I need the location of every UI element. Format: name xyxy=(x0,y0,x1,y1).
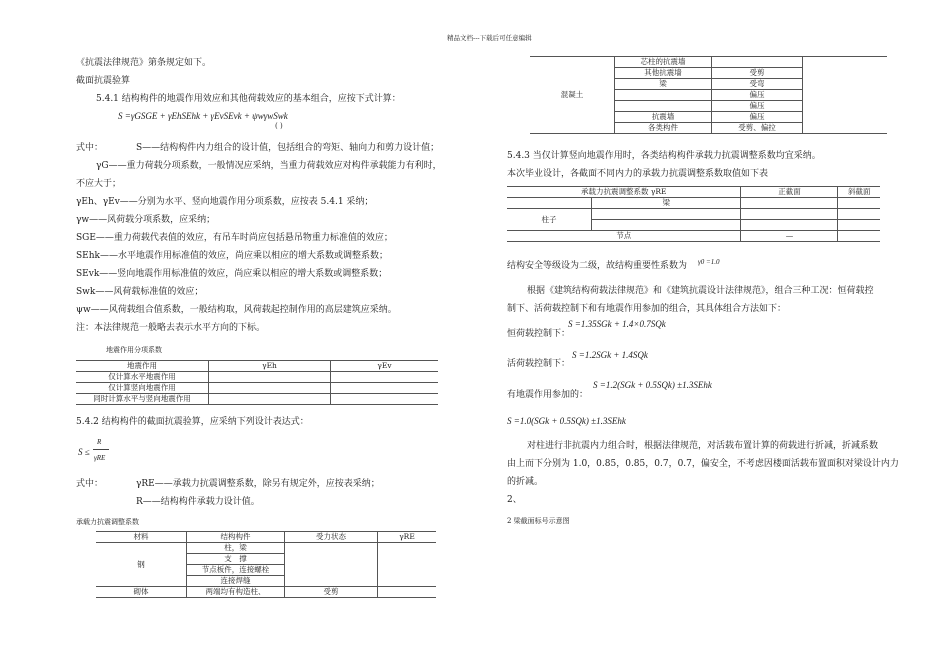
paragraph: 5.4.1 结构构件的地震作用效应和其他荷载效应的基本组合，应按下式计算： xyxy=(96,94,401,104)
table-cell: 梁 xyxy=(592,198,741,209)
table-cell xyxy=(615,101,712,112)
paragraph: SGE——重力荷载代表值的效应，有吊车时尚应包括悬吊物重力标准值的效应； xyxy=(76,233,393,243)
capacity-factor-table-continued xyxy=(530,56,887,134)
table-cell: 混凝土 xyxy=(530,57,615,134)
paragraph: S——结构构件内力组合的设计值，包括组合的弯矩、轴向力和剪力设计值； xyxy=(136,143,440,153)
table-cell: 钢 xyxy=(96,543,187,587)
table-row xyxy=(530,57,887,68)
paragraph: 对柱进行非抗震内力组合时，根据法律规范，对活载布置计算的荷载进行折减，折减系数 xyxy=(527,441,879,451)
table-cell: 仅计算竖向地震作用 xyxy=(76,383,209,394)
table-header-row xyxy=(96,532,436,543)
paragraph: 5.4.2 结构构件的截面抗震验算，应采纳下列设计表达式： xyxy=(76,417,309,427)
formula-5: S =1.2(SGk + 0.5SQk) ±1.3SEhk xyxy=(593,380,712,390)
project-factor-table xyxy=(507,186,880,242)
table-row xyxy=(76,372,438,383)
table-row xyxy=(507,209,880,220)
table-cell xyxy=(838,209,880,220)
table-cell: 芯柱的抗震墙 xyxy=(615,57,712,68)
table-cell xyxy=(741,209,838,220)
table-cell: 连接焊缝 xyxy=(187,576,285,587)
table-row xyxy=(507,231,880,242)
table-cell xyxy=(741,220,838,231)
table-cell xyxy=(209,372,331,383)
table-cell xyxy=(331,394,439,405)
table-cell: 两端均有构造柱、 xyxy=(187,587,285,598)
table-header-cell: 地震作用 xyxy=(76,361,209,372)
paragraph: ψw——风荷载组合值系数，一般结构取，风荷载起控制作用的高层建筑应采纳。 xyxy=(76,305,397,315)
table-header-row xyxy=(76,361,438,372)
table-row xyxy=(507,198,880,209)
table-cell xyxy=(592,220,741,231)
table-cell: — xyxy=(741,231,838,242)
table-header-cell: 承载力抗震调整系数 γRE xyxy=(507,187,741,198)
table-row xyxy=(76,383,438,394)
paragraph: 有地震作用参加的： xyxy=(507,390,589,400)
table-cell xyxy=(507,198,592,209)
table-row xyxy=(76,394,438,405)
seismic-factor-table xyxy=(76,360,438,405)
table-row xyxy=(96,543,436,554)
formula-4: S =1.2SGk + 1.4SQk xyxy=(572,350,648,360)
paragraph: SEhk——水平地震作用标准值的效应，尚应乘以相应的增大系数或调整系数； xyxy=(76,251,388,261)
table-cell xyxy=(592,209,741,220)
paragraph: 式中： xyxy=(76,479,104,489)
note: 注：本法律规范一般略去表示水平方向的下标。 xyxy=(76,323,266,333)
table-cell: 受剪 xyxy=(712,68,803,79)
table-cell: 偏压 xyxy=(712,101,803,112)
paragraph: 结构安全等级设为二级，故结构重要性系数为 xyxy=(507,261,688,271)
table-cell xyxy=(712,57,803,68)
table-cell xyxy=(331,383,439,394)
paragraph: 5.4.3 当仅计算竖向地震作用时，各类结构构件承载力抗震调整系数均宜采纳。 xyxy=(507,151,821,161)
table-cell: 受弯 xyxy=(712,79,803,90)
table-cell: 偏压 xyxy=(712,90,803,101)
paragraph: γEh、γEv——分别为水平、竖向地震作用分项系数，应按表 5.4.1 采纳； xyxy=(76,197,374,207)
table-header-cell: γEh xyxy=(209,361,331,372)
table-cell xyxy=(803,57,888,134)
table-cell: 柱子 xyxy=(507,209,592,231)
paragraph: 2、 xyxy=(507,495,522,505)
table-header-cell: 正截面 xyxy=(741,187,838,198)
paragraph: 本次毕业设计，各截面不同内力的承载力抗震调整系数取值如下表 xyxy=(507,169,769,179)
table-cell xyxy=(838,231,880,242)
formula-number: ( ) xyxy=(275,122,283,130)
table-cell: 柱，梁 xyxy=(187,543,285,554)
table-cell xyxy=(838,220,880,231)
page-header: 精品文档---下载后可任意编辑 xyxy=(447,34,532,42)
table-cell: 受剪、偏拉 xyxy=(712,123,803,134)
table-cell: 偏压 xyxy=(712,112,803,123)
table-cell: 砌体 xyxy=(96,587,187,598)
formula-gamma0: γ0 =1.0 xyxy=(698,258,720,266)
table-cell xyxy=(378,543,437,587)
section-heading: 截面抗震验算 xyxy=(76,76,131,86)
fraction-bar xyxy=(93,449,109,450)
table-header-cell: 结构构件 xyxy=(187,532,285,543)
paragraph: 式中： xyxy=(76,143,104,153)
table-cell: 梁 xyxy=(615,79,712,90)
table-cell: 其他抗震墙 xyxy=(615,68,712,79)
table-cell: 节点板件，连接螺栓 xyxy=(187,565,285,576)
table-cell: 节点 xyxy=(507,231,741,242)
table-cell xyxy=(209,383,331,394)
table-cell: 同时计算水平与竖向地震作用 xyxy=(76,394,209,405)
table-header-cell: 材料 xyxy=(96,532,187,543)
capacity-factor-table xyxy=(96,531,436,598)
paragraph: 的折减。 xyxy=(507,477,544,487)
paragraph: 《抗震法律规范》第条规定如下。 xyxy=(76,58,212,68)
paragraph: 制下、活荷载控制下和有地震作用参加的组合，其具体组合方法如下： xyxy=(507,304,787,314)
paragraph: 恒荷载控制下： xyxy=(507,329,571,339)
formula-2-denominator: γRE xyxy=(94,454,106,462)
table-cell xyxy=(741,198,838,209)
formula-2-numerator: R xyxy=(97,438,102,446)
figure-caption: 2 梁截面标号示意图 xyxy=(507,517,570,525)
table-cell xyxy=(615,90,712,101)
paragraph: SEvk——竖向地震作用标准值的效应，尚应乘以相应的增大系数或调整系数； xyxy=(76,269,388,279)
table-cell xyxy=(209,394,331,405)
paragraph: γG——重力荷载分项系数，一般情况应采纳，当重力荷载效应对构件承载能力有利时， xyxy=(96,161,442,171)
table-cell xyxy=(838,198,880,209)
table-cell: 各类构件 xyxy=(615,123,712,134)
paragraph: γw——风荷载分项系数，应采纳； xyxy=(76,215,216,225)
paragraph: 根据《建筑结构荷载法律规范》和《建筑抗震设计法律规范》，组合三种工况：恒荷载控 xyxy=(527,286,874,296)
paragraph: 不应大于； xyxy=(76,179,122,189)
paragraph: γRE——承载力抗震调整系数，除另有规定外，应按表采纳； xyxy=(136,479,380,489)
paragraph: 由上而下分别为 1.0，0.85，0.85，0.7，0.7，偏安全，不考虑因楼面活载布置面积对梁设计内力 xyxy=(507,459,899,469)
table-cell: 抗震墙 xyxy=(615,112,712,123)
table-header-cell: 斜截面 xyxy=(838,187,880,198)
table-header-cell: γEv xyxy=(331,361,439,372)
paragraph: 活荷载控制下： xyxy=(507,359,571,369)
formula-3: S =1.35SGk + 1.4×0.7SQk xyxy=(568,319,666,329)
table-header-row xyxy=(507,187,880,198)
table-cell xyxy=(331,372,439,383)
table-row xyxy=(96,587,436,598)
table-cell xyxy=(378,587,437,598)
table-header-cell: γRE xyxy=(378,532,437,543)
table-title: 承载力抗震调整系数 xyxy=(76,518,139,526)
table-title: 地震作用分项系数 xyxy=(106,346,162,354)
formula-6: S =1.0(SGk + 0.5SQk) ±1.3SEhk xyxy=(507,416,626,426)
paragraph: Swk——风荷载标准值的效应； xyxy=(76,287,204,297)
table-header-cell: 受力状态 xyxy=(285,532,378,543)
paragraph: R——结构构件承载力设计值。 xyxy=(136,497,260,507)
table-cell: 支 撑 xyxy=(187,554,285,565)
formula-2-lhs: S ≤ xyxy=(78,447,90,457)
table-cell xyxy=(285,543,378,587)
table-cell: 仅计算水平地震作用 xyxy=(76,372,209,383)
table-cell: 受剪 xyxy=(285,587,378,598)
formula-1: S =γGSGE + γEhSEhk + γEvSEvk + ψwγwSwk xyxy=(118,111,288,121)
